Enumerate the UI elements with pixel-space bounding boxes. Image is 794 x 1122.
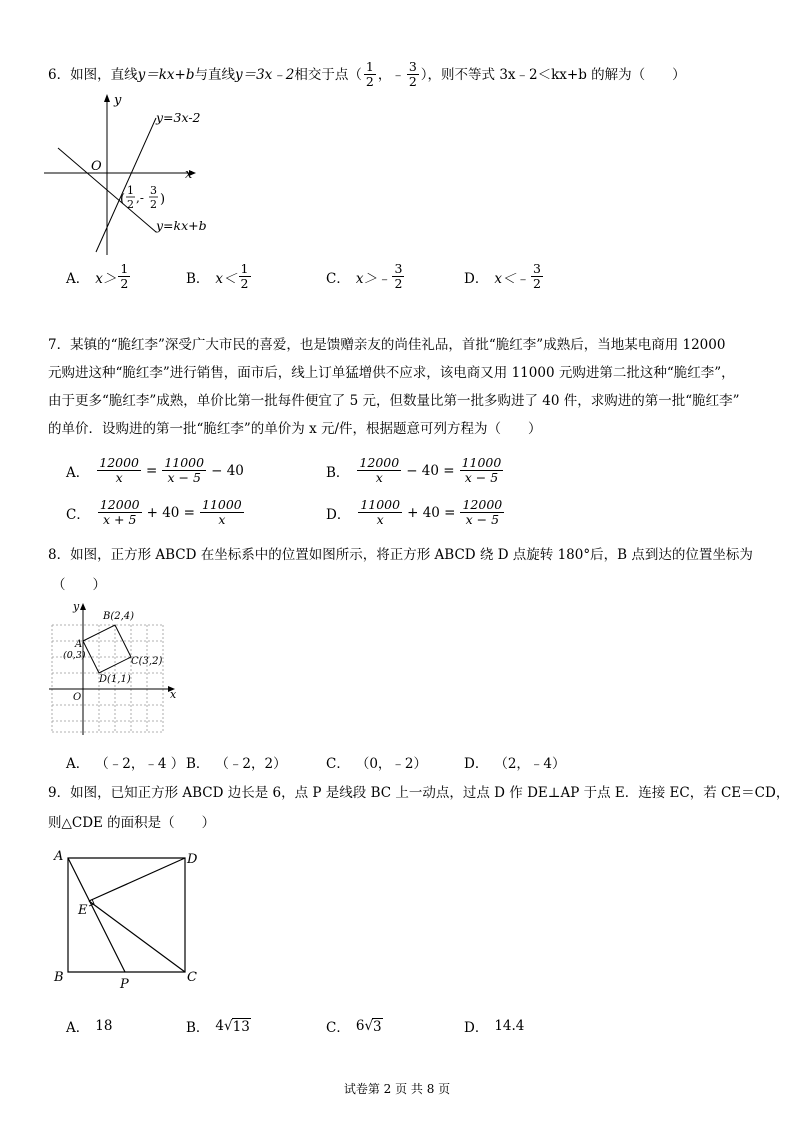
q6-point-sep: ,- — [136, 191, 144, 205]
q9-stem-line2: 则△CDE 的面积是（ ） — [48, 815, 216, 831]
q8-point-d-label: D(1,1) — [99, 674, 131, 685]
q7-option-b[interactable]: B． $\frac{12000}{x}$ − 40 = $\frac{11000}{x - 5}$ — [326, 455, 502, 485]
q9-point-c-label: C — [187, 970, 197, 985]
q7-option-c[interactable]: C． $\frac{12000}{x + 5}$ + 40 = $\frac{11000}{x}$ — [66, 497, 242, 527]
q7-stem-line1: 7．某镇的“脆红李”深受广大市民的喜爱，也是馈赠亲友的尚佳礼品，首批“脆红李”成熟后，当地某电商用 12000 — [48, 337, 726, 353]
q8-stem-line1: 8．如图，正方形 ABCD 在坐标系中的位置如图所示，将正方形 ABCD 绕 D 点旋转 180°后，B 点到达的位置坐标为 — [48, 547, 753, 563]
q8-figure — [44, 600, 184, 740]
q9-point-b-label: B — [54, 970, 64, 985]
q6-point-y-den: 2 — [150, 198, 157, 211]
q8-option-a[interactable]: A． （﹣2，﹣4 ） — [66, 756, 185, 772]
q8-origin-label: O — [73, 692, 82, 703]
q9-option-a[interactable]: A． 18 — [66, 1018, 113, 1036]
q6-origin-label: O — [91, 159, 102, 174]
q9-option-d[interactable]: D． 14.4 — [464, 1018, 525, 1036]
q6-stem: 6．如图，直线 y＝kx+b 与直线 y＝3x﹣2 相交于点（ $\frac{1}{2}$ ，﹣ $\frac{3}{2}$ ），则不等式 3x﹣2＜kx+b 的解为（ ） — [48, 59, 686, 89]
q9-point-e-label: E — [78, 903, 88, 918]
q6-point-x-num: 1 — [127, 184, 134, 197]
page-footer: 试卷第 2 页 共 8 页 — [343, 1082, 451, 1096]
q8-axis-x-label: x — [170, 688, 177, 701]
q9-stem-line1: 9．如图，已知正方形 ABCD 边长是 6，点 P 是线段 BC 上一动点，过点 D 作 DE⊥AP 于点 E．连接 EC，若 CE＝CD， — [48, 785, 790, 801]
q9-figure — [50, 846, 210, 994]
q8-axis-y-label: y — [73, 600, 80, 613]
q9-point-a-label: A — [54, 849, 64, 864]
q7-stem-line4: 的单价．设购进的第一批“脆红李”的单价为 x 元/件，根据题意可列方程为（ ） — [48, 421, 542, 437]
q7-stem-line3: 由于更多“脆红李”成熟，单价比第一批每件便宜了 5 元，但数量比第一批多购进了 40 件，求购进的第一批“脆红李” — [48, 393, 740, 409]
q6-option-c[interactable]: C． x＞﹣ $\frac{3}{2}$ — [326, 261, 403, 291]
q6-point-open: ( — [120, 192, 126, 207]
q9-point-p-label: P — [120, 977, 129, 992]
q8-point-a-coord: (0,3) — [63, 650, 86, 661]
q6-line1-label: y=3x-2 — [156, 110, 201, 125]
q8-option-c[interactable]: C． （0，﹣2） — [326, 756, 428, 772]
q6-axis-x-label: x — [185, 167, 193, 182]
q6-axis-y-label: y — [114, 93, 122, 108]
q6-option-b[interactable]: B． x＜ $\frac{1}{2}$ — [186, 261, 249, 291]
q7-stem-line2: 元购进这种“脆红李”进行销售，面市后，线上订单猛增供不应求，该电商又用 11000 元购进第二批这种“脆红李”， — [48, 365, 735, 381]
q7-option-d[interactable]: D． $\frac{11000}{x}$ + 40 = $\frac{12000}{x - 5}$ — [326, 497, 503, 527]
q6-figure — [44, 90, 214, 260]
q6-point-close: ) — [160, 192, 166, 207]
q7-option-a[interactable]: A． $\frac{12000}{x}$ = $\frac{11000}{x - 5}$ − 40 — [66, 455, 244, 485]
q9-option-b[interactable]: B． 4 √ 13 — [186, 1018, 250, 1036]
q6-point-x-den: 2 — [127, 198, 134, 211]
q9-point-d-label: D — [187, 852, 198, 867]
q6-point-x-fraction: $\frac{1}{2}$ — [365, 59, 374, 89]
q8-option-b[interactable]: B． （﹣2，2） — [186, 756, 287, 772]
q8-point-c-label: C(3,2) — [131, 656, 163, 667]
q6-option-a[interactable]: A． x＞ $\frac{1}{2}$ — [66, 261, 129, 291]
q6-line2-label: y=kx+b — [156, 218, 207, 233]
q6-option-d[interactable]: D． x＜﹣ $\frac{3}{2}$ — [464, 261, 541, 291]
q6-point-y-num: 3 — [150, 184, 157, 197]
q9-option-c[interactable]: C． 6 √ 3 — [326, 1018, 382, 1036]
q8-point-a-label: A — [75, 639, 83, 650]
q8-stem-line2: （ ） — [52, 577, 106, 593]
q8-point-b-label: B(2,4) — [103, 611, 135, 622]
q6-point-y-fraction: $\frac{3}{2}$ — [408, 59, 417, 89]
q8-option-d[interactable]: D． （2，﹣4） — [464, 756, 566, 772]
